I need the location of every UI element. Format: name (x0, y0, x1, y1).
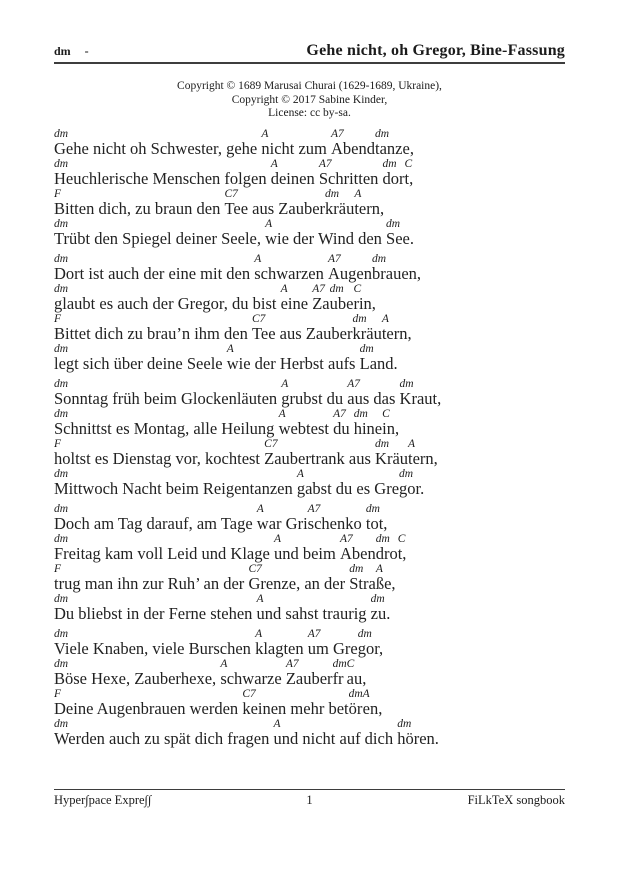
song-line (54, 219, 565, 249)
song-line (54, 189, 565, 219)
lyric-segment (54, 189, 224, 218)
chord-label: dm (329, 282, 344, 295)
chord-label: F (54, 687, 62, 700)
chord-label: dm (54, 717, 69, 730)
song-line (54, 564, 565, 594)
lyric-text: in, (382, 418, 400, 438)
chord-label: A7 (331, 127, 344, 140)
lyric-text: Za (312, 293, 330, 313)
lyric-segment (54, 534, 274, 563)
chord-label: dm (54, 657, 69, 670)
lyric-segment (252, 314, 353, 343)
chord-label: dm (325, 187, 340, 200)
lyric-text: gabst du es Gre (296, 478, 400, 498)
lyric-text: Kraut, (399, 388, 442, 408)
chord-label: A (270, 157, 278, 170)
chord-label: dm (365, 502, 380, 515)
chord-label: dm (349, 562, 364, 575)
lyric-text: wie der Herbst aufs (226, 353, 360, 373)
lyric-segment (330, 284, 354, 313)
lyric-segment (54, 409, 279, 438)
lyric-text: Land. (359, 353, 398, 373)
lyric-text: schwarze (220, 668, 286, 688)
lyric-segment (354, 409, 382, 438)
lyric-segment (308, 504, 366, 533)
song-key: dm (54, 44, 71, 58)
lyric-text: hine (353, 418, 383, 438)
lyric-text: Sonntag früh beim Glockenläuten (54, 388, 282, 408)
lyric-text: kräu (352, 323, 382, 343)
chord-label: A (261, 127, 269, 140)
lyric-text: dro (375, 543, 398, 563)
chord-label: A (362, 687, 370, 700)
lyric-segment (255, 629, 308, 658)
chord-label: A (278, 407, 286, 420)
chord-label: dm (357, 627, 372, 640)
lyric-text: um Gre (307, 638, 358, 658)
lyric-segment (54, 689, 242, 718)
lyric-segment (54, 504, 257, 533)
lyric-text: tanze, (375, 138, 414, 158)
lyric-text: brauen, (372, 263, 422, 283)
lyric-segment (281, 284, 313, 313)
lyric-segment (54, 439, 264, 468)
lyric-segment (54, 469, 297, 498)
lyric-text: Stra (349, 573, 376, 593)
lyric-text: klagten (255, 638, 308, 658)
chord-label: A (381, 312, 389, 325)
lyric-text: schenko (307, 513, 366, 533)
lyric-text: Zauber (285, 668, 333, 688)
verses (54, 129, 565, 749)
lyric-text: fr (332, 668, 344, 688)
lyric-text: rin, (353, 293, 376, 313)
song-line (54, 379, 565, 409)
lyric-text: See. (386, 228, 414, 248)
verse-block (54, 129, 565, 249)
lyric-segment (54, 314, 252, 343)
lyric-segment (308, 629, 358, 658)
lyric-segment (400, 379, 442, 408)
chord-label: dm (370, 592, 385, 605)
lyric-segment (54, 219, 265, 248)
lyric-segment (331, 129, 375, 158)
lyric-text: Augen (328, 263, 372, 283)
chord-label: dm (386, 217, 401, 230)
chord-label: F (54, 312, 62, 325)
lyric-text: Abend (331, 138, 376, 158)
verse-block (54, 629, 565, 749)
lyric-segment (242, 689, 348, 718)
chord-label: C7 (264, 437, 278, 450)
lyric-segment (372, 254, 421, 283)
chord-label: A (408, 437, 416, 450)
lyric-text: ße, (375, 573, 396, 593)
lyric-segment (312, 284, 329, 313)
song-line (54, 594, 565, 624)
lyric-text: Dort ist auch der eine mit den (54, 263, 255, 283)
lyric-segment (349, 564, 376, 593)
chord-label: dm (54, 592, 69, 605)
lyric-segment (347, 659, 367, 688)
song-line (54, 284, 565, 314)
chord-label: A (296, 467, 304, 480)
chord-label: dm (359, 342, 374, 355)
lyric-segment (281, 379, 347, 408)
lyric-segment (399, 469, 424, 498)
lyric-text: Grenze, an der (248, 573, 350, 593)
lyric-text: nicht zum (261, 138, 332, 158)
lyric-segment (257, 594, 371, 623)
lyric-segment (54, 719, 274, 748)
chord-label: dm (54, 377, 69, 390)
lyric-text: Böse Hexe, Zauberhexe, (54, 668, 221, 688)
song-line (54, 409, 565, 439)
chord-label: A (375, 562, 383, 575)
lyric-segment (274, 719, 398, 748)
lyric-text: legt sich über deine Seele (54, 353, 227, 373)
chord-label: A (226, 342, 234, 355)
chord-label: C (397, 532, 406, 545)
lyric-segment (54, 629, 255, 658)
chord-label: F (54, 437, 62, 450)
chord-label: dm (397, 717, 412, 730)
lyric-segment (398, 534, 407, 563)
lyric-segment (386, 219, 414, 248)
lyric-text: grubst du (281, 388, 348, 408)
lyric-segment (224, 189, 325, 218)
lyric-segment (325, 189, 354, 218)
lyric-segment (54, 284, 281, 313)
chord-label: dm (375, 127, 390, 140)
lyric-text: gor, (357, 638, 384, 658)
chord-label: A (281, 377, 289, 390)
song-line (54, 719, 565, 749)
lyric-text: gor. (399, 478, 425, 498)
lyric-text: und nicht auf dich (273, 728, 398, 748)
lyric-segment (54, 344, 227, 373)
lyric-text: Gehe nicht oh Schwester, gehe (54, 138, 262, 158)
lyric-segment (353, 314, 382, 343)
lyric-segment (397, 719, 439, 748)
lyric-segment (319, 159, 383, 188)
lyric-segment (279, 409, 334, 438)
lyric-text: Bittet dich zu brau’n ihm den (54, 323, 252, 343)
lyric-segment (257, 504, 308, 533)
chord-label: C7 (242, 687, 256, 700)
chord-label: C7 (251, 312, 266, 325)
page-title: Gehe nicht, oh Gregor, Bine-Fassung (306, 42, 565, 59)
chord-label: dm (54, 532, 69, 545)
chord-label: dm (348, 687, 363, 700)
chord-label: dm (375, 532, 390, 545)
lyric-text: zu. (370, 603, 391, 623)
chord-label: C (346, 657, 355, 670)
chord-label: C (404, 157, 413, 170)
chord-label: A7 (307, 627, 321, 640)
chord-label: C (382, 407, 390, 420)
chord-label: dm (372, 252, 387, 265)
lyric-text: Tee aus Zauber (224, 198, 326, 218)
chord-label: dm (399, 467, 414, 480)
lyric-text: du (333, 418, 354, 438)
verse-block (54, 504, 565, 624)
song-line (54, 629, 565, 659)
chord-label: A (220, 657, 228, 670)
copyright-line: Copyright © 2017 Sabine Kinder, (231, 93, 388, 106)
page-header (54, 41, 565, 64)
lyric-segment (54, 594, 257, 623)
chord-label: A7 (307, 502, 321, 515)
song-key-dash: - (84, 44, 89, 58)
lyric-text: und sahst traurig (256, 603, 371, 623)
lyric-text: tot, (365, 513, 388, 533)
chord-label: A7 (285, 657, 299, 670)
copyright-block (54, 80, 565, 121)
lyric-text: war Gri (256, 513, 308, 533)
lyric-text: aus das (347, 388, 400, 408)
lyric-text: Werden auch zu spät dich fragen (54, 728, 274, 748)
chord-label: F (54, 562, 62, 575)
lyric-segment (264, 439, 375, 468)
chord-label: dm (54, 157, 69, 170)
chord-label: A7 (318, 157, 332, 170)
lyric-text: ube (329, 293, 354, 313)
lyric-text: Kräu (375, 448, 409, 468)
lyric-text: Freitag kam voll Leid und Klage (54, 543, 274, 563)
chord-label: A (255, 627, 263, 640)
header-left (54, 41, 89, 61)
chord-label: dm (382, 157, 397, 170)
lyric-segment (54, 564, 248, 593)
footer-page-number: 1 (306, 793, 313, 807)
lyric-text: trug man ihn zur Ruh’ an der (54, 573, 249, 593)
lyric-text: Doch am Tag darauf, am Tage (54, 513, 257, 533)
footer-right: FiLkTeX songbook (467, 793, 565, 807)
lyric-segment (328, 254, 372, 283)
chord-label: dm (54, 252, 69, 265)
lyric-text: hören. (397, 728, 439, 748)
lyric-segment (271, 159, 319, 188)
lyric-segment (376, 564, 396, 593)
lyric-text: Aben (339, 543, 376, 563)
lyric-text: Viele Knaben, viele Burschen (54, 638, 256, 658)
lyric-text: Heuchlerische Menschen folgen (54, 168, 271, 188)
lyric-text: Schritten (318, 168, 383, 188)
lyric-text: und beim (273, 543, 340, 563)
lyric-text: keinen mehr bet (242, 698, 349, 718)
song-line (54, 689, 565, 719)
lyric-segment (261, 129, 331, 158)
song-line (54, 159, 565, 189)
lyric-text: kräu (325, 198, 355, 218)
lyric-segment (371, 594, 391, 623)
lyric-text: Deine Augenbrauen werden (54, 698, 243, 718)
lyric-segment (274, 534, 340, 563)
lyric-text: t, (397, 543, 407, 563)
page-footer (54, 789, 565, 808)
chord-label: C (353, 282, 362, 295)
chord-label: A7 (333, 407, 346, 420)
lyric-text: en, (362, 698, 383, 718)
song-line (54, 659, 565, 689)
lyric-text: Du bliebst in der Ferne stehen (54, 603, 257, 623)
verse-block (54, 254, 565, 374)
lyric-segment (347, 379, 399, 408)
chord-label: A (256, 592, 264, 605)
chord-label: A (265, 217, 273, 230)
chord-label: dm (353, 407, 368, 420)
chord-label: dm (332, 657, 347, 670)
chord-label: dm (54, 217, 69, 230)
chord-label: dm (54, 627, 69, 640)
lyric-segment (376, 534, 398, 563)
lyric-segment (54, 159, 271, 188)
lyric-segment (358, 629, 383, 658)
chord-label: dm (352, 312, 367, 325)
lyric-segment (333, 659, 347, 688)
lyric-text: holtst es Dienstag vor, kochtest (54, 448, 265, 468)
chord-label: dm (54, 467, 69, 480)
lyric-text: Mittwoch Nacht beim Reigentanzen (54, 478, 297, 498)
lyric-text: eine (280, 293, 313, 313)
chord-label: A7 (328, 252, 341, 265)
chord-label: C7 (248, 562, 262, 575)
lyric-segment (248, 564, 349, 593)
lyric-segment (227, 344, 360, 373)
lyric-segment (383, 159, 405, 188)
song-line (54, 469, 565, 499)
song-line (54, 504, 565, 534)
lyric-segment (375, 439, 408, 468)
song-line (54, 254, 565, 284)
chord-label: dm (54, 502, 69, 515)
lyric-text: Schnittst es Montag, alle Heilung (54, 418, 279, 438)
chord-label: A (254, 252, 262, 265)
chord-label: dm (54, 282, 69, 295)
lyric-text: dor (382, 168, 405, 188)
lyric-text: Tee aus Zauber (251, 323, 353, 343)
lyric-segment (54, 129, 261, 158)
lyric-segment (254, 254, 328, 283)
lyric-segment (360, 344, 398, 373)
chord-label: A (256, 502, 264, 515)
chord-label: dm (54, 407, 69, 420)
lyric-segment (354, 189, 384, 218)
license-line: License: cc by-sa. (268, 107, 351, 119)
chord-label: dm (54, 342, 69, 355)
lyric-text: tern, (381, 323, 412, 343)
lyric-segment (353, 284, 375, 313)
lyric-segment (363, 689, 383, 718)
chord-label: A (280, 282, 288, 295)
chord-label: A (354, 187, 362, 200)
lyric-text: deinen (270, 168, 319, 188)
chord-label: A (273, 717, 281, 730)
chord-label: dm (54, 127, 69, 140)
lyric-segment (375, 129, 414, 158)
chord-label: A7 (339, 532, 353, 545)
verse-block (54, 379, 565, 499)
song-line (54, 344, 565, 374)
lyric-text: tern, (408, 448, 438, 468)
lyric-segment (405, 159, 414, 188)
lyric-segment (382, 409, 399, 438)
lyric-text: glaubt es auch der Gregor, du bist (54, 293, 281, 313)
lyric-text: wie der Wind den (265, 228, 387, 248)
lyric-text: t, (404, 168, 414, 188)
song-line (54, 534, 565, 564)
lyric-segment (54, 659, 220, 688)
lyric-segment (382, 314, 412, 343)
lyric-segment (297, 469, 399, 498)
lyric-text: Zaubertrank aus (264, 448, 376, 468)
chord-label: F (54, 187, 62, 200)
chord-label: dm (375, 437, 390, 450)
song-line (54, 314, 565, 344)
chord-label: A7 (347, 377, 361, 390)
lyric-text: ör (348, 698, 363, 718)
song-line (54, 439, 565, 469)
chord-label: A7 (312, 282, 325, 295)
lyric-text: au, (346, 668, 367, 688)
copyright-line: Copyright © 1689 Marusai Churai (1629-1689, Ukraine), (177, 80, 442, 92)
lyric-segment (333, 409, 354, 438)
lyric-text: schwarzen (254, 263, 328, 283)
chord-label: dm (399, 377, 414, 390)
song-line (54, 129, 565, 159)
lyric-text: webtest (278, 418, 334, 438)
lyric-text: tern, (354, 198, 385, 218)
lyric-segment (349, 689, 363, 718)
lyric-segment (408, 439, 438, 468)
lyric-segment (366, 504, 388, 533)
lyric-segment (286, 659, 333, 688)
footer-left: Hyper∫pace Expre∫∫ (54, 793, 152, 807)
chord-label: A (273, 532, 281, 545)
lyric-segment (54, 379, 281, 408)
lyric-segment (220, 659, 286, 688)
lyric-segment (54, 254, 254, 283)
chord-label: C7 (224, 187, 238, 200)
lyric-text: Trübt den Spiegel deiner Seele, (54, 228, 266, 248)
lyric-text: Bitten dich, zu braun den (54, 198, 225, 218)
lyric-segment (265, 219, 386, 248)
lyric-segment (340, 534, 376, 563)
